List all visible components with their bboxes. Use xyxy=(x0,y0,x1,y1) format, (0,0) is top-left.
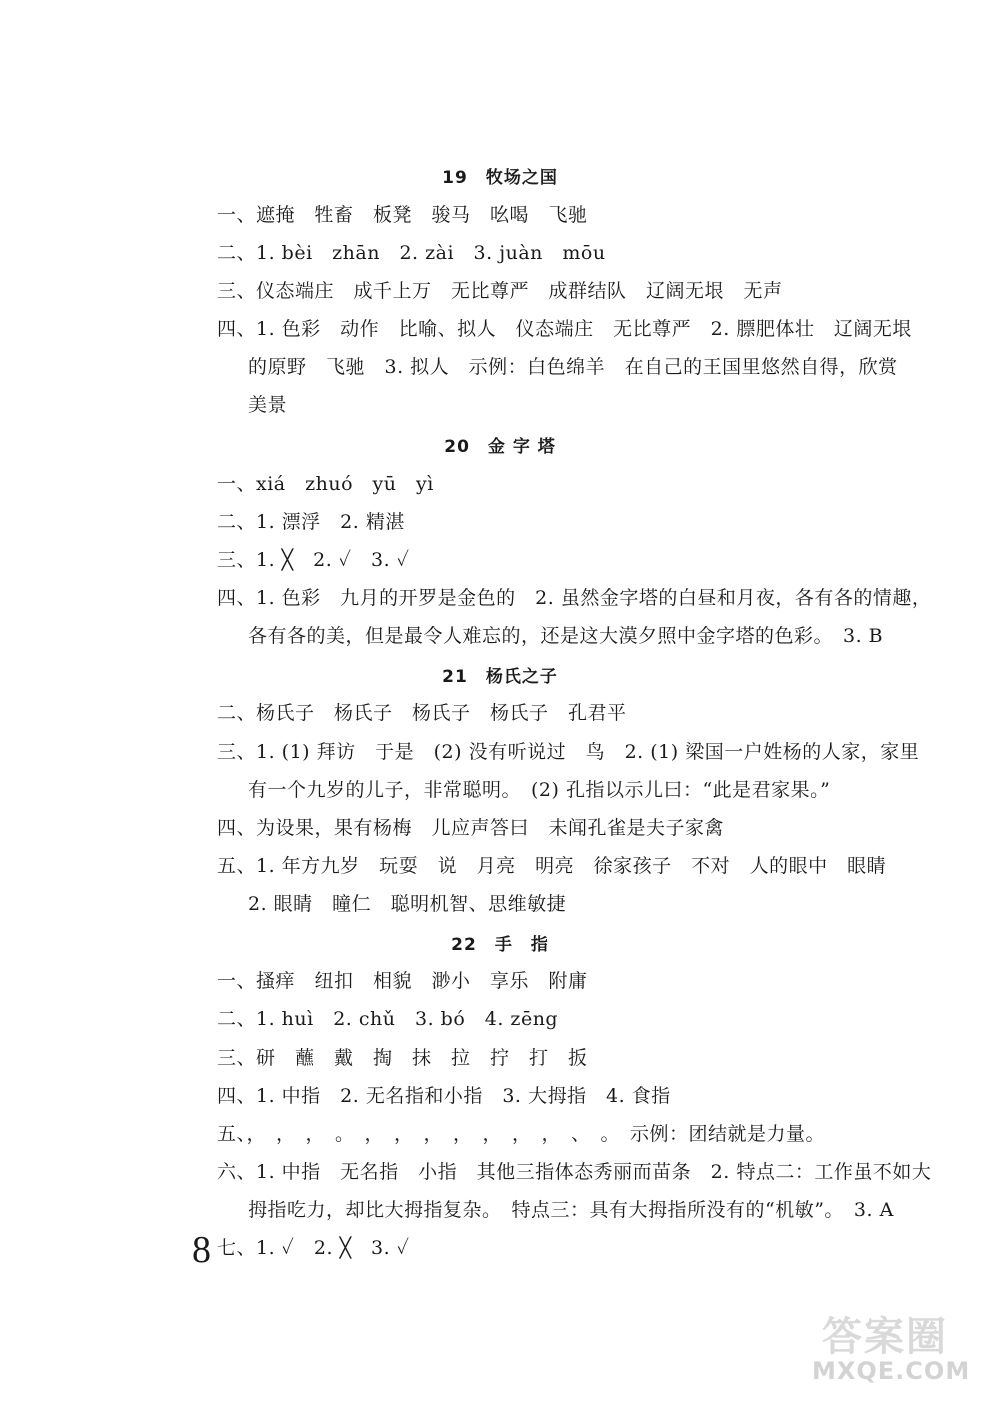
answer-line: 三、仪态端庄 成千上万 无比尊严 成群结队 辽阔无垠 无声 xyxy=(217,280,783,302)
answer-line: 一、xiá zhuó yū yì xyxy=(217,473,434,495)
answer-line: 六、1. 中指 无名指 小指 其他三指体态秀丽而苗条 2. 特点二：工作虽不如大 xyxy=(217,1161,932,1183)
watermark-url: MXQE.COM xyxy=(812,1357,971,1385)
answer-line: 四、1. 色彩 九月的开罗是金色的 2. 虽然金字塔的白昼和月夜，各有各的情趣， xyxy=(217,587,932,609)
answer-line: 二、1. 漂浮 2. 精湛 xyxy=(217,511,405,533)
answer-line: 各有各的美，但是最令人难忘的，还是这大漠夕照中金字塔的色彩。 3. B xyxy=(248,625,884,647)
answer-line: 二、1. bèi zhān 2. zài 3. juàn mōu xyxy=(217,242,606,264)
answer-line: 七、1. ✓ 2. ╳ 3. ✓ xyxy=(217,1237,410,1259)
watermark-text: 答案圈 xyxy=(822,1314,948,1360)
section-title-20: 20 金 字 塔 xyxy=(444,437,556,457)
answer-line: 的原野 飞驰 3. 拟人 示例：白色绵羊 在自己的王国里悠然自得，欣赏 xyxy=(248,356,898,378)
answer-line: 一、搔痒 纽扣 相貌 渺小 享乐 附庸 xyxy=(217,970,588,992)
answer-line: 2. 眼睛 瞳仁 聪明机智、思维敏捷 xyxy=(248,893,567,915)
answer-line: 三、1. ╳ 2. ✓ 3. ✓ xyxy=(217,549,410,571)
answer-line: 有一个九岁的儿子，非常聪明。 (2) 孔指以示儿曰：“此是君家果。” xyxy=(248,779,831,801)
answer-line: 四、为设果，果有杨梅 儿应声答曰 未闻孔雀是夫子家禽 xyxy=(217,817,725,839)
section-title-22: 22 手 指 xyxy=(451,935,549,955)
section-title-19: 19 牧场之国 xyxy=(442,168,558,188)
answer-line: 二、1. huì 2. chǔ 3. bó 4. zēng xyxy=(217,1008,559,1030)
answer-line: 一、遮掩 牲畜 板凳 骏马 吆喝 飞驰 xyxy=(217,204,588,226)
answer-line: 拇指吃力，却比大拇指复杂。 特点三：具有大拇指所没有的“机敏”。 3. A xyxy=(248,1199,894,1221)
section-title-21: 21 杨氏之子 xyxy=(442,667,558,687)
answer-line: 三、1. (1) 拜访 于是 (2) 没有听说过 鸟 2. (1) 梁国一户姓杨的人家，家里 xyxy=(217,741,920,763)
answer-line: 美景 xyxy=(248,394,288,416)
answer-line: 五、1. 年方九岁 玩耍 说 月亮 明亮 徐家孩子 不对 人的眼中 眼睛 xyxy=(217,855,887,877)
answer-line: 四、1. 中指 2. 无名指和小指 3. 大拇指 4. 食指 xyxy=(217,1085,671,1107)
answer-line: 四、1. 色彩 动作 比喻、拟人 仪态端庄 无比尊严 2. 膘肥体壮 辽阔无垠 xyxy=(217,318,912,340)
watermark-logo xyxy=(812,1305,1000,1395)
answer-line: 五、， ， ， 。 ， ， ， ， ， ， ， 、 。 示例：团结就是力量。 xyxy=(217,1123,826,1145)
answer-line: 二、杨氏子 杨氏子 杨氏子 杨氏子 孔君平 xyxy=(217,702,627,724)
page-number: 8 xyxy=(192,1229,211,1271)
answer-line: 三、研 蘸 戴 掏 抹 拉 拧 打 扳 xyxy=(217,1047,588,1069)
